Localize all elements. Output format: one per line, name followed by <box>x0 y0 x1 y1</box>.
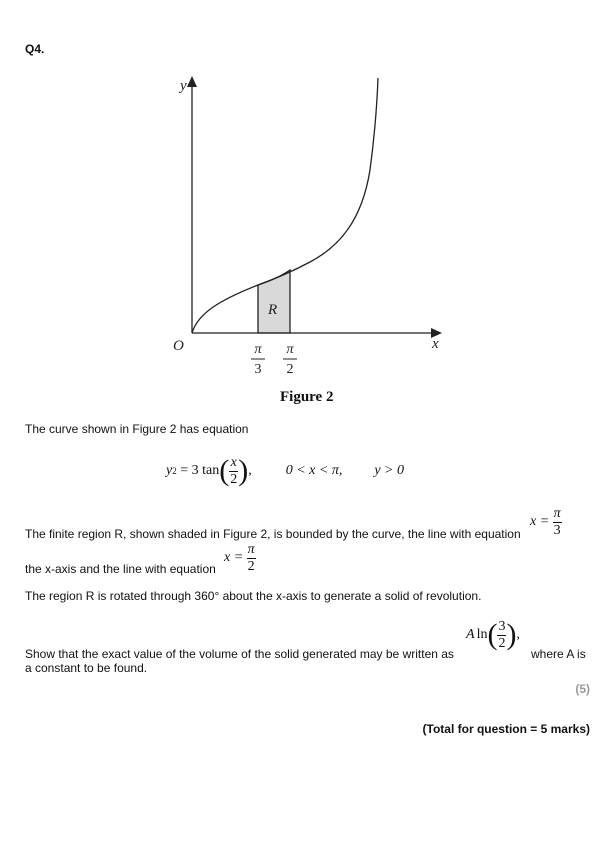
tick-label-pi-3: π <box>254 342 262 357</box>
eq-right-paren: ) <box>238 454 249 487</box>
xaxis-text: the x-axis and the line with equation <box>25 562 216 576</box>
answer-comma: , <box>516 627 520 642</box>
eq-frac-den: 2 <box>230 471 238 487</box>
figure-2-graph <box>160 70 460 380</box>
tick-label-pi-2: π <box>286 342 294 357</box>
answer-left-paren: ( <box>487 618 498 651</box>
eq-domain-y: y > 0 <box>374 463 405 478</box>
curve-equation <box>166 448 404 494</box>
line-equation-2 <box>224 540 256 576</box>
eq-frac-num: x <box>230 454 237 470</box>
answer-den: 2 <box>498 635 506 651</box>
origin-label: O <box>173 338 184 354</box>
eq-lhs: y <box>166 463 173 478</box>
region-label: R <box>268 302 278 318</box>
total-marks: (Total for question = 5 marks) <box>422 722 590 736</box>
where-text: where A is <box>531 647 586 661</box>
answer-right-paren: ) <box>506 618 517 651</box>
line2-fraction <box>247 542 256 575</box>
answer-coef: A <box>466 627 475 642</box>
figure-caption: Figure 2 <box>280 389 334 405</box>
answer-num: 3 <box>498 618 506 634</box>
line2-den: 2 <box>247 558 255 574</box>
tick-label-2: 2 <box>286 362 294 377</box>
eq-domain-x: 0 < x < π, <box>285 463 343 478</box>
tick-label-3: 3 <box>254 362 262 377</box>
line1-lhs: x = <box>530 514 553 529</box>
eq-fraction <box>229 455 238 488</box>
line2-num: π <box>247 541 255 557</box>
show-text: Show that the exact value of the volume of the solid generated may be written as <box>25 647 454 661</box>
answer-expression <box>466 612 520 658</box>
line1-fraction <box>553 506 562 539</box>
x-axis-label: x <box>432 336 439 352</box>
eq-comma: , <box>248 463 252 478</box>
rotate-text: The region R is rotated through 360° about the x-axis to generate a solid of revolution. <box>25 589 482 603</box>
constant-text: a constant to be found. <box>25 661 148 675</box>
answer-fraction <box>497 619 506 652</box>
answer-fn: ln <box>476 627 488 642</box>
eq-power: 2 <box>172 466 177 476</box>
line-equation-1 <box>530 504 562 540</box>
y-axis-arrow <box>187 76 197 87</box>
region-text: The finite region R, shown shaded in Figure 2, is bounded by the curve, the line with equation <box>25 527 521 541</box>
intro-text: The curve shown in Figure 2 has equation <box>25 422 249 436</box>
y-axis-label: y <box>180 78 187 94</box>
eq-left-paren: ( <box>219 454 230 487</box>
marks-label: (5) <box>575 682 590 696</box>
question-number: Q4. <box>25 42 45 56</box>
line1-den: 3 <box>553 522 561 538</box>
line1-num: π <box>553 505 561 521</box>
eq-mid: = 3 tan <box>176 463 220 478</box>
line2-lhs: x = <box>224 550 247 565</box>
